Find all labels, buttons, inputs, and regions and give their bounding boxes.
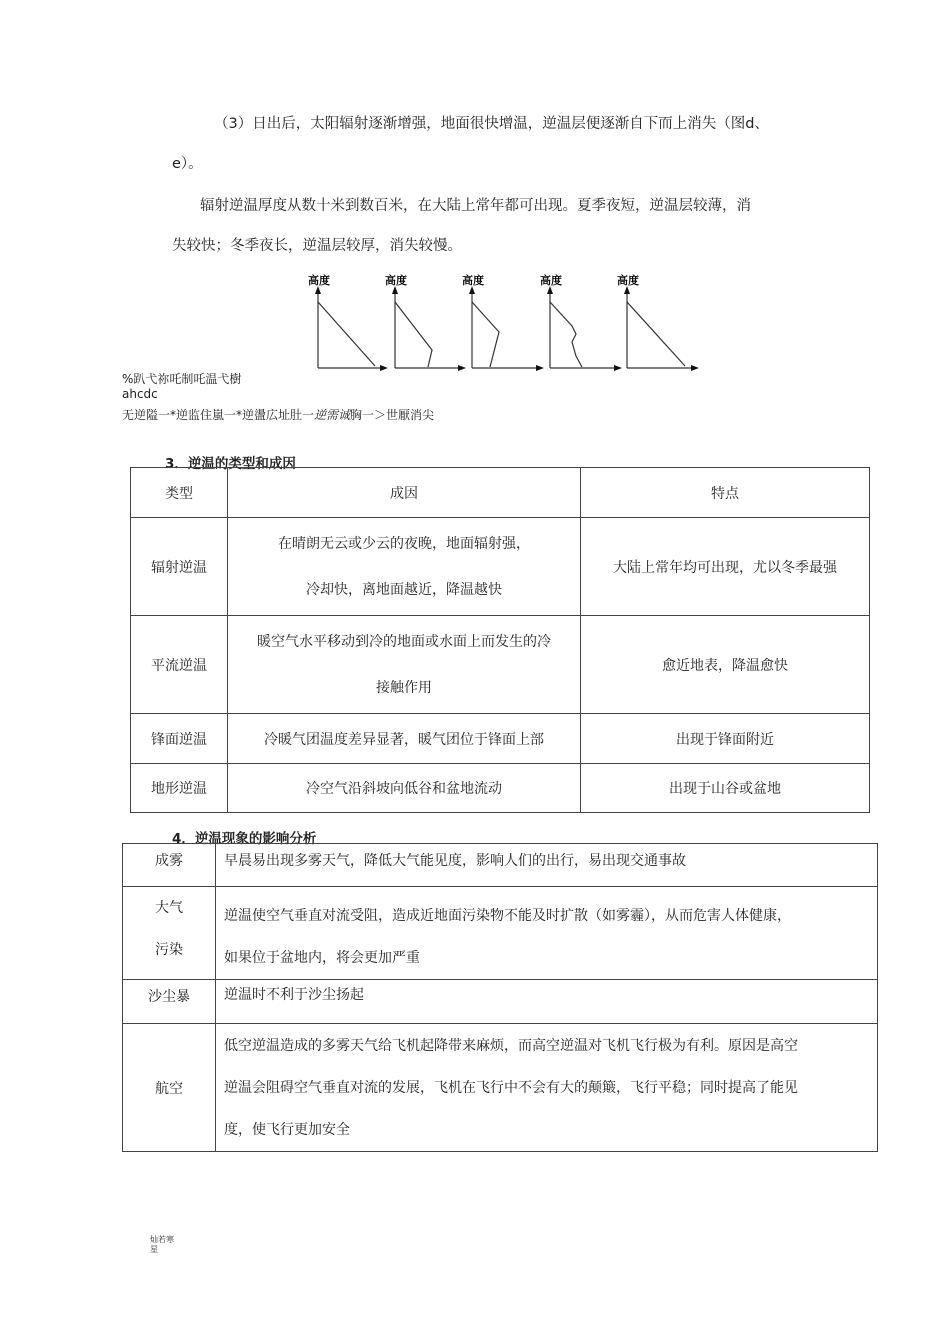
table-cell (123, 887, 216, 980)
cell-line: 低空逆温造成的多雾天气给飞机起降带来麻烦，而高空逆温对飞机飞行极为有利。原因是高空 (224, 1037, 798, 1054)
cell-line: 暖空气水平移动到冷的地面或水面上而发生的冷 (257, 633, 551, 650)
cell-line: 接触作用 (376, 679, 432, 696)
table-cell: 早晨易出现多雾天气，降低大气能见度，影响人们的出行，易出现交通事故 (216, 844, 878, 887)
height-label-c: 高度 (462, 274, 484, 287)
cell-line: 污染 (155, 942, 183, 958)
table-cell: 出现于锋面附近 (581, 714, 870, 764)
table-cell: 冷暖气团温度差异显著，暖气团位于锋面上部 (228, 714, 581, 764)
section-4-heading: 4．逆温现象的影响分析 (172, 831, 317, 847)
inversion-types-table (130, 467, 870, 813)
table-cell: 逆温时不利于沙尘扬起 (216, 980, 878, 1024)
table-cell: 冷空气沿斜坡向低谷和盆地流动 (228, 764, 581, 813)
cell-line: 逆温使空气垂直对流受阻，造成近地面污染物不能及时扩散（如雾霾），从而危害人体健康， (224, 908, 791, 924)
table-cell: 愈近地表，降温愈快 (581, 616, 870, 714)
table-row (131, 518, 870, 616)
cell-line: 度，使飞行更加安全 (224, 1121, 350, 1138)
header-cause: 成因 (228, 468, 581, 518)
table-cell: 锋面逆温 (131, 714, 228, 764)
table-cell: 大陆上常年均可出现，尤以冬季最强 (581, 518, 870, 616)
diagram-a (318, 292, 382, 368)
table-row (123, 844, 878, 887)
cell-line: 大气 (155, 900, 183, 916)
figure-caption-1: %趴弋祢吒制吒温弋樹 (122, 372, 242, 386)
height-label-a: 高度 (308, 274, 330, 287)
paragraph-4-line-1: 辐射逆温厚度从数十米到数百米，在大陆上常年都可出现。夏季夜短，逆温层较薄，消 (200, 198, 751, 214)
table-row (123, 887, 878, 980)
diagram-b (395, 292, 460, 368)
table-row (123, 980, 878, 1024)
paragraph-3-line-1: （3）日出后，太阳辐射逐渐增强，地面很快增温，逆温层便逐渐自下而上消失（图d、 (214, 116, 769, 132)
table-row (131, 764, 870, 813)
figure-caption-2: ahcdc (122, 387, 158, 401)
cell-line: 如果位于盆地内，将会更加严重 (224, 950, 420, 966)
table-row (131, 714, 870, 764)
table-cell (228, 616, 581, 714)
height-label-d: 高度 (540, 274, 562, 287)
inversion-diagram (300, 270, 700, 375)
table-cell (228, 518, 581, 616)
table-header-row (131, 468, 870, 518)
paragraph-3-line-2: e）。 (172, 156, 203, 172)
header-type: 类型 (131, 468, 228, 518)
figure-caption-3: 无逆隘一*逆监住嵐一*逆盪広址肚一逆需诚胸一＞世厭消尖 (122, 408, 435, 422)
height-label-e: 高度 (617, 274, 639, 287)
impact-table (122, 843, 878, 1152)
height-label-b: 高度 (385, 274, 407, 287)
diagram-d (550, 292, 616, 368)
table-cell: 辐射逆温 (131, 518, 228, 616)
table-row (123, 1024, 878, 1152)
cell-line: 逆温会阻碍空气垂直对流的发展，飞机在飞行中不会有大的颠簸，飞行平稳；同时提高了能见 (224, 1079, 798, 1096)
table-cell: 出现于山谷或盆地 (581, 764, 870, 813)
table-cell: 平流逆温 (131, 616, 228, 714)
paragraph-4-line-2: 失较快；冬季夜长，逆温层较厚，消失较慢。 (172, 238, 462, 254)
diagram-e (627, 292, 693, 368)
table-cell: 成雾 (123, 844, 216, 887)
table-cell: 地形逆温 (131, 764, 228, 813)
table-row (131, 616, 870, 714)
cell-line: 冷却快，离地面越近，降温越快 (306, 581, 502, 598)
header-feature: 特点 (581, 468, 870, 518)
cell-line: 在晴朗无云或少云的夜晚，地面辐射强， (278, 535, 530, 552)
table-cell: 沙尘暴 (123, 980, 216, 1024)
diagram-c (472, 292, 538, 368)
table-cell (216, 1024, 878, 1152)
section-3-heading: 3．逆温的类型和成因 (165, 456, 296, 472)
table-cell: 航空 (123, 1024, 216, 1152)
footer-mark: 灿若寒 星 (150, 1235, 174, 1254)
table-cell (216, 887, 878, 980)
